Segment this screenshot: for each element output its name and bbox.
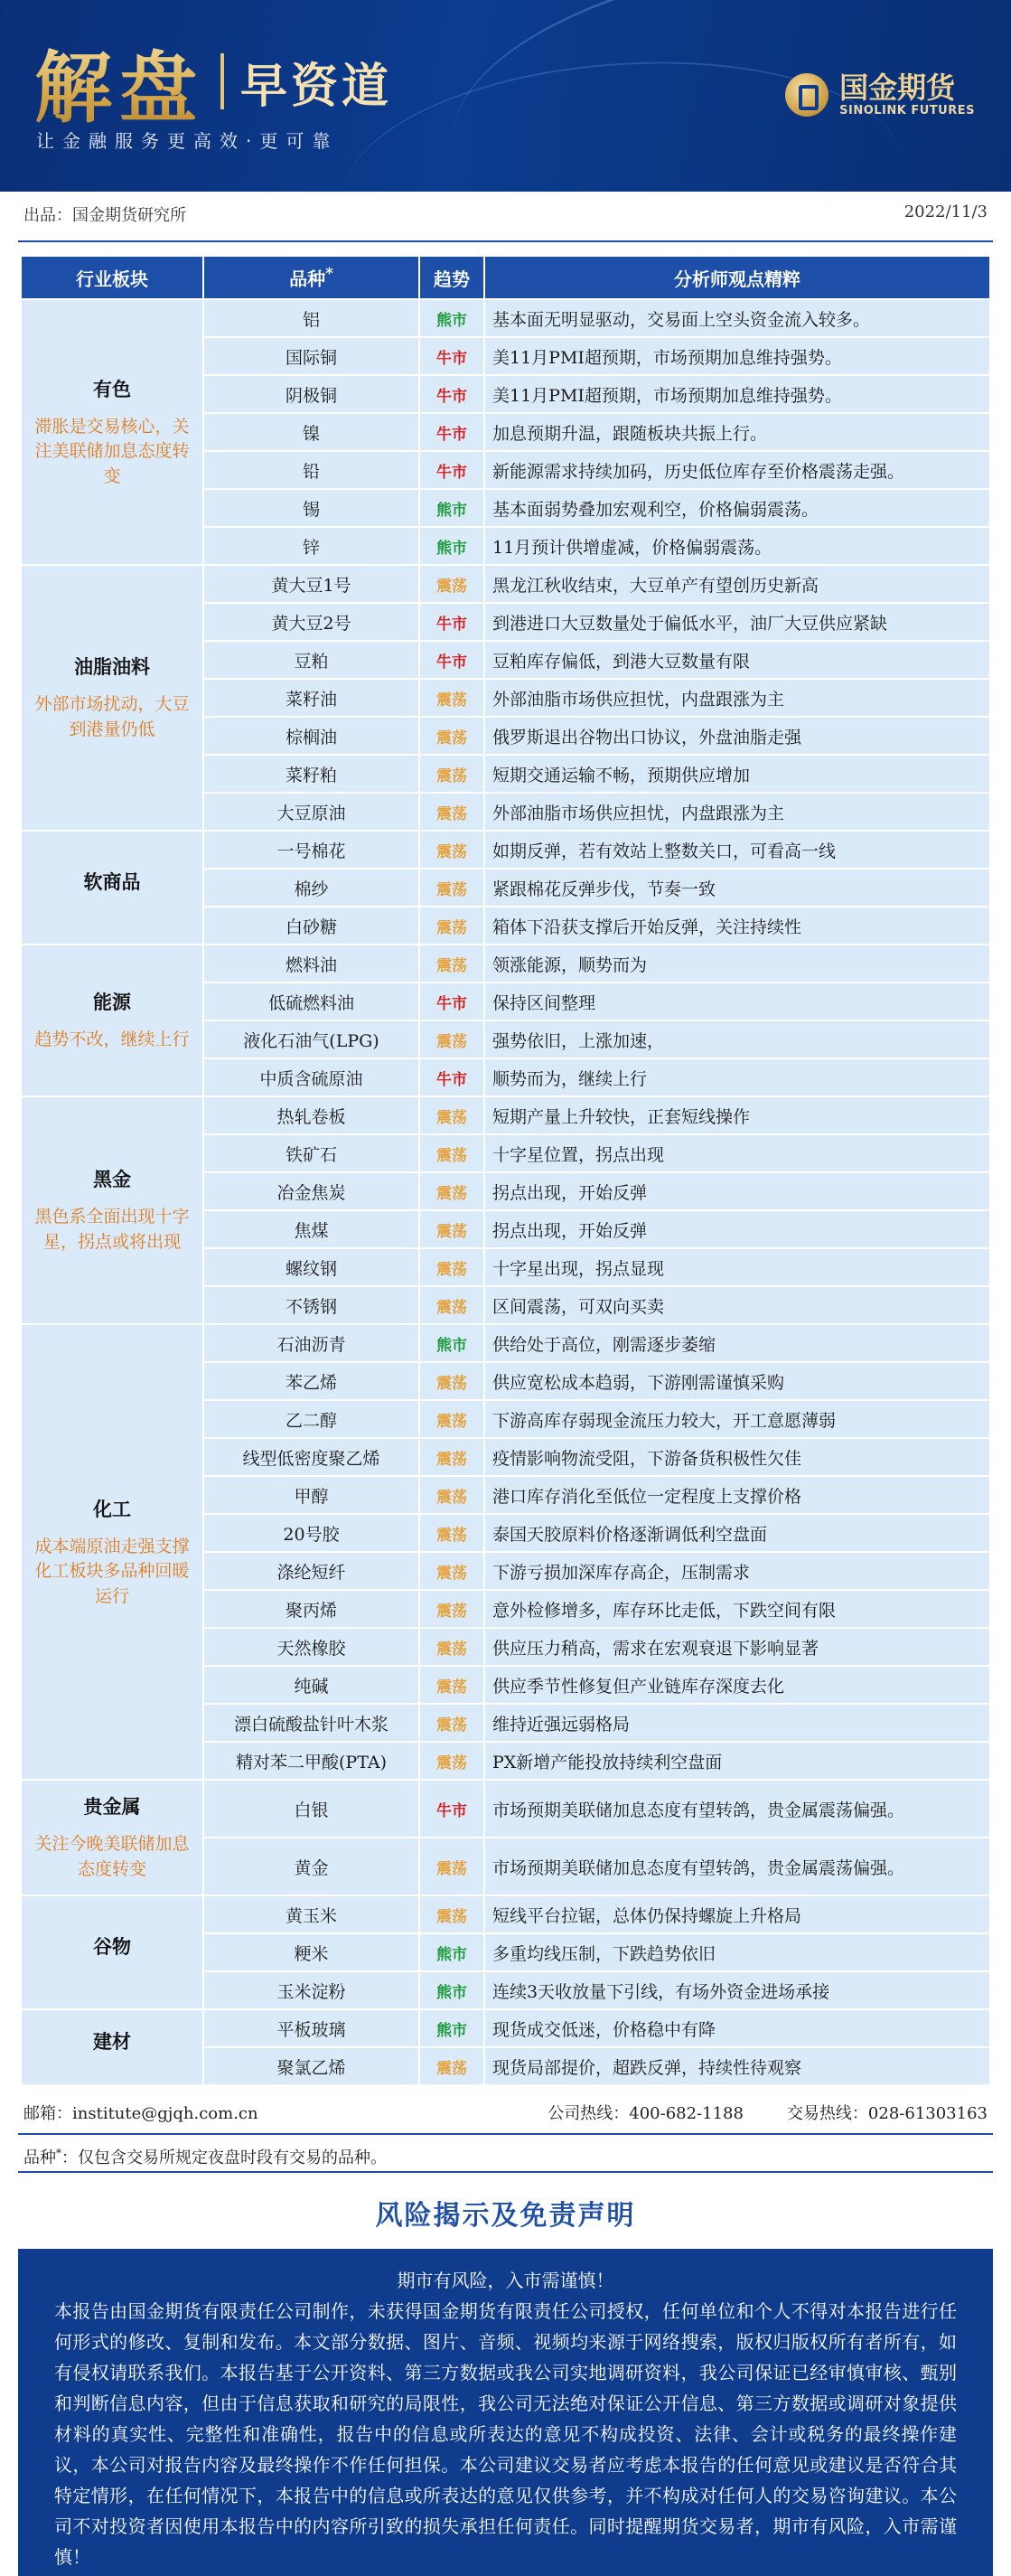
- trend-badge: 牛市: [420, 338, 483, 374]
- analyst-view-cell: 11月预计供增虚减，价格偏弱震荡。: [485, 528, 989, 564]
- trend-badge: 牛市: [420, 376, 483, 412]
- analyst-view-cell: 基本面弱势叠加宏观利空，价格偏弱震荡。: [485, 490, 989, 526]
- trend-badge: 震荡: [420, 2048, 483, 2084]
- trend-badge: 震荡: [420, 1021, 483, 1058]
- banner-title-separator: [220, 53, 224, 109]
- trend-badge: 震荡: [420, 680, 483, 716]
- analyst-view-cell: PX新增产能投放持续利空盘面: [485, 1743, 989, 1779]
- trend-badge: 震荡: [420, 794, 483, 830]
- disclaimer-head: 期市有风险，入市需谨慎！: [397, 2270, 614, 2291]
- trend-badge: 震荡: [420, 718, 483, 754]
- banner-title: [34, 25, 392, 137]
- analyst-view-cell: 美11月PMI超预期，市场预期加息维持强势。: [485, 338, 989, 374]
- trend-badge: 牛市: [420, 983, 483, 1020]
- analyst-view-cell: 加息预期升温，跟随板块共振上行。: [485, 414, 989, 450]
- trend-badge: 熊市: [420, 1972, 483, 2008]
- banner-title-sub: 早资道: [240, 59, 393, 114]
- disclaimer-body: 本报告由国金期货有限责任公司制作，未获得国金期货有限责任公司授权，任何单位和个人不得对本报告进行任何形式的修改、复制和发布。本文部分数据、图片、音频、视频均来源于网络搜索，版权归版权所有者所有，如有侵权请联系我们。本报告基于公开资料、第三方数据或我公司实地调研资料，我公司保证已经审慎审核、甄别和判断信息内容，但由于信息获取和研究的局限性，我公司无法绝对保证公开信息、第三方数据或调研对象提供材料的真实性、完整性和准确性，报告中的信息或所表达的意见不构成投资、法律、会计或税务的最终操作建议，本公司对报告内容及最终操作不作任何担保。本公司建议交易者应考虑本报告的任何意见或建议是否符合其特定情形，在任何情况下，本报告中的信息或所表达的意见仅供参考，并不构成对任何人的交易咨询建议。本公司不对投资者因使用本报告中的内容所引致的损失承担任何责任。同时提醒期货交易者，期市有风险，入市需谨慎！: [54, 2300, 957, 2568]
- sector-name: 有色: [93, 377, 131, 400]
- variety-cell: 玉米淀粉: [204, 1972, 418, 2008]
- variety-cell: 粳米: [204, 1934, 418, 1970]
- analyst-view-cell: 市场预期美联储加息态度有望转鸽，贵金属震荡偏强。: [485, 1781, 989, 1837]
- analyst-view-cell: 短线平台拉锯，总体仍保持螺旋上升格局: [485, 1896, 989, 1932]
- variety-cell: 菜籽粕: [204, 756, 418, 792]
- variety-cell: 涤纶短纤: [204, 1553, 418, 1589]
- trend-badge: 熊市: [420, 2010, 483, 2046]
- sector-cell: [22, 300, 202, 564]
- variety-cell: 焦煤: [204, 1211, 418, 1247]
- trend-badge: 牛市: [420, 604, 483, 640]
- analyst-view-cell: 现货成交低迷，价格稳中有降: [485, 2010, 989, 2046]
- brand-name-en: SINOLINK FUTURES: [839, 104, 975, 118]
- variety-cell: 镍: [204, 414, 418, 450]
- table-row: [22, 832, 989, 868]
- variety-cell: 聚氯乙烯: [204, 2048, 418, 2084]
- sector-name: 软商品: [83, 870, 141, 893]
- header-view: 分析师观点精粹: [485, 257, 989, 298]
- trend-badge: 震荡: [420, 1553, 483, 1589]
- analyst-view-cell: 到港进口大豆数量处于偏低水平，油厂大豆供应紧缺: [485, 604, 989, 640]
- table-row: [22, 1097, 989, 1133]
- variety-cell: 螺纹钢: [204, 1249, 418, 1285]
- trend-badge: 震荡: [420, 1629, 483, 1665]
- header-variety: 品种*: [204, 257, 418, 298]
- trend-badge: 震荡: [420, 1401, 483, 1437]
- variety-cell: 白砂糖: [204, 907, 418, 944]
- trend-badge: 震荡: [420, 945, 483, 982]
- sector-cell: [22, 1097, 202, 1323]
- variety-cell: 20号胶: [204, 1515, 418, 1551]
- trend-badge: 震荡: [420, 1287, 483, 1323]
- header-trend: 趋势: [420, 257, 483, 298]
- trend-badge: 牛市: [420, 642, 483, 678]
- analyst-view-cell: 下游亏损加深库存高企，压制需求: [485, 1553, 989, 1589]
- variety-cell: 菜籽油: [204, 680, 418, 716]
- analyst-view-cell: 港口库存消化至低位一定程度上支撑价格: [485, 1477, 989, 1513]
- variety-cell: 铅: [204, 452, 418, 488]
- variety-cell: 不锈钢: [204, 1287, 418, 1323]
- trend-badge: 震荡: [420, 1211, 483, 1247]
- analyst-view-cell: 十字星出现，拐点显现: [485, 1249, 989, 1285]
- trend-badge: 震荡: [420, 1515, 483, 1551]
- analyst-view-cell: 强势依旧，上涨加速，: [485, 1021, 989, 1058]
- analyst-view-cell: 供应宽松成本趋弱，下游刚需谨慎采购: [485, 1363, 989, 1399]
- analyst-view-cell: 多重均线压制，下跌趋势依旧: [485, 1934, 989, 1970]
- variety-cell: 黄金: [204, 1838, 418, 1894]
- analyst-view-cell: 豆粕库存偏低，到港大豆数量有限: [485, 642, 989, 678]
- trend-badge: 熊市: [420, 528, 483, 564]
- analyst-view-cell: 供给处于高位，刚需逐步萎缩: [485, 1325, 989, 1361]
- variety-cell: 聚丙烯: [204, 1591, 418, 1627]
- analyst-view-cell: 保持区间整理: [485, 983, 989, 1020]
- sector-note: 成本端原油走强支撑化工板块多品种回暖运行: [34, 1536, 190, 1606]
- analyst-view-cell: 意外检修增多，库存环比走低，下跌空间有限: [485, 1591, 989, 1627]
- analyst-view-cell: 紧跟棉花反弹步伐，节奏一致: [485, 870, 989, 906]
- trend-badge: 震荡: [420, 1896, 483, 1932]
- variety-cell: 中质含硫原油: [204, 1059, 418, 1095]
- analyst-view-cell: 疫情影响物流受阻，下游备货积极性欠佳: [485, 1439, 989, 1475]
- analyst-view-cell: 区间震荡，可双向买卖: [485, 1287, 989, 1323]
- sector-name: 化工: [93, 1497, 131, 1520]
- table-row: [22, 566, 989, 602]
- variety-cell: 铁矿石: [204, 1135, 418, 1171]
- variety-cell: 国际铜: [204, 338, 418, 374]
- trend-badge: 熊市: [420, 300, 483, 336]
- trend-badge: 震荡: [420, 870, 483, 906]
- variety-cell: 苯乙烯: [204, 1363, 418, 1399]
- variety-cell: 大豆原油: [204, 794, 418, 830]
- trend-badge: 熊市: [420, 490, 483, 526]
- variety-cell: 阴极铜: [204, 376, 418, 412]
- table-row: [22, 2010, 989, 2046]
- trend-badge: 震荡: [420, 1097, 483, 1133]
- variety-cell: 锌: [204, 528, 418, 564]
- report-meta: [0, 192, 1011, 240]
- variety-footnote: 品种*：仅包含交易所规定夜盘时段有交易的品种。: [23, 2147, 387, 2167]
- variety-cell: 白银: [204, 1781, 418, 1837]
- analyst-view-cell: 俄罗斯退出谷物出口协议，外盘油脂走强: [485, 718, 989, 754]
- header-sector: 行业板块: [22, 257, 202, 298]
- analyst-view-cell: 外部油脂市场供应担忧，内盘跟涨为主: [485, 794, 989, 830]
- table-header-row: [22, 257, 989, 298]
- analyst-view-cell: 泰国天胶原料价格逐渐调低利空盘面: [485, 1515, 989, 1551]
- variety-cell: 天然橡胶: [204, 1629, 418, 1665]
- trend-badge: 震荡: [420, 1705, 483, 1741]
- analyst-view-cell: 领涨能源，顺势而为: [485, 945, 989, 982]
- analyst-view-cell: 供应压力稍高，需求在宏观衰退下影响显著: [485, 1629, 989, 1665]
- variety-cell: 黄大豆1号: [204, 566, 418, 602]
- sector-cell: [22, 1325, 202, 1779]
- trend-badge: 牛市: [420, 1781, 483, 1837]
- analyst-view-cell: 基本面无明显驱动，交易面上空头资金流入较多。: [485, 300, 989, 336]
- variety-cell: 甲醇: [204, 1477, 418, 1513]
- variety-star: *: [325, 264, 333, 283]
- sector-cell: [22, 566, 202, 830]
- analyst-view-cell: 箱体下沿获支撑后开始反弹，关注持续性: [485, 907, 989, 944]
- analyst-view-cell: 美11月PMI超预期，市场预期加息维持强势。: [485, 376, 989, 412]
- trend-badge: 震荡: [420, 1477, 483, 1513]
- analyst-view-cell: 如期反弹，若有效站上整数关口，可看高一线: [485, 832, 989, 868]
- trend-badge: 震荡: [420, 566, 483, 602]
- report-source: 出品：国金期货研究所: [23, 206, 186, 225]
- variety-cell: 黄玉米: [204, 1896, 418, 1932]
- variety-cell: 棕榈油: [204, 718, 418, 754]
- brand-name-cn: 国金期货: [839, 71, 956, 105]
- trend-badge: 牛市: [420, 414, 483, 450]
- contact-line: [0, 2092, 1011, 2133]
- sector-name: 能源: [93, 991, 131, 1014]
- analyst-view-cell: 顺势而为，继续上行: [485, 1059, 989, 1095]
- table-row: [22, 1896, 989, 1932]
- sector-name: 谷物: [93, 1935, 131, 1958]
- variety-cell: 豆粕: [204, 642, 418, 678]
- variety-cell: 乙二醇: [204, 1401, 418, 1437]
- variety-cell: 热轧卷板: [204, 1097, 418, 1133]
- analyst-view-cell: 十字星位置，拐点出现: [485, 1135, 989, 1171]
- trend-badge: 震荡: [420, 1667, 483, 1703]
- analyst-view-cell: 现货局部提价，超跌反弹，持续性待观察: [485, 2048, 989, 2084]
- header-banner: [0, 0, 1011, 192]
- trend-badge: 震荡: [420, 756, 483, 792]
- analyst-view-cell: 维持近强远弱格局: [485, 1705, 989, 1741]
- banner-slogan: 让金融服务更高效·更可靠: [36, 130, 339, 152]
- analyst-view-cell: 新能源需求持续加码，历史低位库存至价格震荡走强。: [485, 452, 989, 488]
- variety-cell: 纯碱: [204, 1667, 418, 1703]
- sector-cell: [22, 832, 202, 944]
- sector-name: 黑金: [93, 1168, 131, 1191]
- table-row: [22, 1781, 989, 1837]
- trend-badge: 震荡: [420, 1249, 483, 1285]
- trend-badge: 震荡: [420, 1838, 483, 1894]
- trend-badge: 震荡: [420, 1743, 483, 1779]
- variety-cell: 平板玻璃: [204, 2010, 418, 2046]
- sector-note: 黑色系全面出现十字星，拐点或将出现: [34, 1207, 190, 1252]
- trade-hotline: 交易热线：028-61303163: [786, 2104, 988, 2123]
- trend-badge: 震荡: [420, 832, 483, 868]
- trend-badge: 震荡: [420, 1591, 483, 1627]
- analyst-view-cell: 拐点出现，开始反弹: [485, 1173, 989, 1209]
- variety-cell: 黄大豆2号: [204, 604, 418, 640]
- trend-badge: 震荡: [420, 1173, 483, 1209]
- analyst-view-cell: 外部油脂市场供应担忧，内盘跟涨为主: [485, 680, 989, 716]
- variety-cell: 锡: [204, 490, 418, 526]
- variety-cell: 精对苯二甲酸(PTA): [204, 1743, 418, 1779]
- divider: [18, 240, 993, 242]
- sector-note: 外部市场扰动，大豆到港量仍低: [34, 694, 190, 739]
- analyst-view-cell: 下游高库存弱现金流压力较大，开工意愿薄弱: [485, 1401, 989, 1437]
- analyst-view-cell: 短期交通运输不畅，预期供应增加: [485, 756, 989, 792]
- sector-note: 关注今晚美联储加息态度转变: [34, 1834, 190, 1879]
- analysis-table: [20, 255, 991, 2086]
- variety-cell: 漂白硫酸盐针叶木浆: [204, 1705, 418, 1741]
- analyst-view-cell: 市场预期美联储加息态度有望转鸽，贵金属震荡偏强。: [485, 1838, 989, 1894]
- contact-email: 邮箱：institute@gjqh.com.cn: [23, 2104, 258, 2123]
- trend-badge: 震荡: [420, 1363, 483, 1399]
- risk-title: 风险揭示及免责声明: [375, 2200, 636, 2232]
- divider: [18, 2171, 993, 2173]
- sector-cell: [22, 1781, 202, 1894]
- sector-name: 建材: [93, 2030, 131, 2053]
- table-row: [22, 300, 989, 336]
- trend-badge: 牛市: [420, 1059, 483, 1095]
- banner-title-main: 解盘: [34, 25, 204, 137]
- trend-badge: 熊市: [420, 1325, 483, 1361]
- trend-badge: 牛市: [420, 452, 483, 488]
- sector-name: 贵金属: [83, 1795, 141, 1819]
- variety-cell: 线型低密度聚乙烯: [204, 1439, 418, 1475]
- table-body: [22, 300, 989, 2084]
- sector-name: 油脂油料: [74, 655, 150, 679]
- report-date: 2022/11/3: [903, 202, 988, 221]
- trend-badge: 震荡: [420, 1439, 483, 1475]
- company-logo-icon: [785, 73, 828, 117]
- sector-note: 趋势不改，继续上行: [34, 1029, 190, 1050]
- sector-cell: [22, 1896, 202, 2008]
- trend-badge: 震荡: [420, 907, 483, 944]
- variety-cell: 燃料油: [204, 945, 418, 982]
- analyst-view-cell: 连续3天收放量下引线，有场外资金进场承接: [485, 1972, 989, 2008]
- company-hotline: 公司热线：400-682-1188: [548, 2104, 744, 2123]
- analyst-view-cell: 短期产量上升较快，正套短线操作: [485, 1097, 989, 1133]
- brand-logo-block: [785, 72, 975, 118]
- table-row: [22, 1325, 989, 1361]
- sector-note: 滞胀是交易核心，关注美联储加息态度转变: [34, 416, 190, 486]
- trend-badge: 震荡: [420, 1135, 483, 1171]
- table-row: [22, 945, 989, 982]
- sector-cell: [22, 945, 202, 1095]
- variety-cell: 低硫燃料油: [204, 983, 418, 1020]
- variety-cell: 棉纱: [204, 870, 418, 906]
- variety-cell: 铝: [204, 300, 418, 336]
- variety-cell: 石油沥青: [204, 1325, 418, 1361]
- trend-badge: 熊市: [420, 1934, 483, 1970]
- analyst-view-cell: 黑龙江秋收结束，大豆单产有望创历史新高: [485, 566, 989, 602]
- variety-cell: 一号棉花: [204, 832, 418, 868]
- analyst-view-cell: 拐点出现，开始反弹: [485, 1211, 989, 1247]
- sector-cell: [22, 2010, 202, 2084]
- variety-cell: 冶金焦炭: [204, 1173, 418, 1209]
- disclaimer-box: [18, 2249, 993, 2576]
- variety-cell: 液化石油气(LPG): [204, 1021, 418, 1058]
- analyst-view-cell: 供应季节性修复但产业链库存深度去化: [485, 1667, 989, 1703]
